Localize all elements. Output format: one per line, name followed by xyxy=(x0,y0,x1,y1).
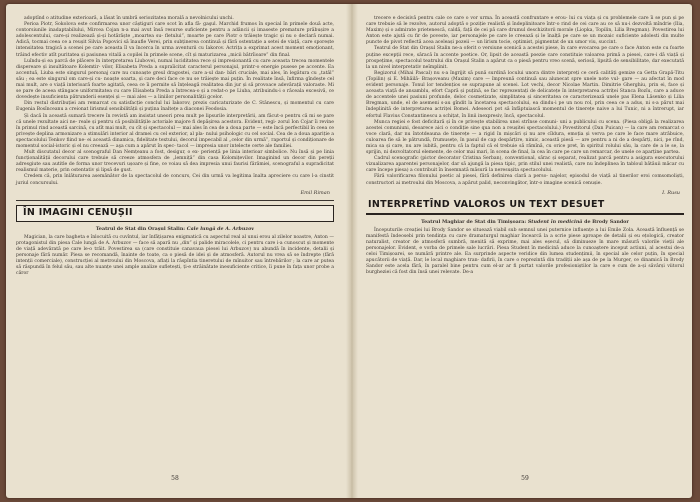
left-paragraph: Din restul distribuției am remarcat cu satisfacție conclul lui Iakorov, prezis caricaturizate de C. Stănescu, și momentul cu care Eugenia Bosînceanu a creionat lirismul sensibilității și puțina înaltețe a diaconei Feodosia. xyxy=(16,101,334,113)
right-bottom-article xyxy=(366,228,684,277)
left-paragraph: Luîndu-și ea parcă de plăcere în interpretarea Liubovei, numai luciditatea rece și impresionantă cu care aceasta trecea momentele dispereare și insultătoare Kolemtir- vilor, Elisabeta Preda a supraîicitat caracterul personajul, printr-o energie pusese pe accente. Ea accentuă, Liuba este singurul personaj care nu cunoaște greul dragostei, care a-ul dan- bări cruciale, mai ales, în legătura cu „tatăl” său ; ea este singurul om care-și cu- noaște soarta, și care deci face ce nu se trăiește mai puțin. În realitate însă, înfirma gîndește cel mai mult, are o viață interioară foarte agitată, ceea ce îi permite să înțeleagă realitatea din jur și să provoace adevărații valoraste. Mi se pare de aceea stângace uniformitatea cu care Elisabeta Preda a întrecea-o și a redat-o pe Liuba, atribuindu-i o răceala excesivă, ce dovedește insuficienta pătrunderii esenței și — mai ales — a liniilor personalității gcelor. xyxy=(16,58,334,101)
right-paragraph: trecere e decisivă pentru cale ce care o vor urma. În această confruntare e erou- lui cu viața și cu problemele care îi se pun și pe care trebuie să le rezolve, autorul adoptă o poziție realistă și îndeplinitoare într-o rind de cei care au ce să nu-i dezvoltă mîndrie (Ilia, Maxim) și o admirate prietenescă, caldă, față de cei pă care drumul deschizitorii morale (Liopka, Topilin, Lilia Bregman). Povestirea lui Anton este ajută cu fir de poveste, iar personajele pe care le creează și le înalță pe care se un mozaic suficiente adolesti din multe puncte de pivot reflectă acea aceleași pozeii — un lirism tocie, optimist, pigmentat de un umor viu, succint. xyxy=(366,16,684,46)
book-gutter xyxy=(346,4,358,498)
right-subtitle-author: de Brody Sandor xyxy=(584,218,629,225)
right-page-number: 59 xyxy=(521,475,529,482)
left-bottom-article xyxy=(16,235,334,278)
right-section-subtitle xyxy=(366,219,684,225)
left-subtitle-theatre: Teatrul de Stat din Orașul Stalin: xyxy=(95,225,186,232)
right-paragraph: Munca regiei e fost deficitară și în ce privește stabilirea unei strînse comuni- uni a publicului cu scena. (Piesa obligă la realizarea acestei comuniuni, deoarece aici o condiție sine qua non a reușitei spectacolului.) Povestitorul (Dan Puican) — la care am remarcat o voce clară, dar nu întotdeauna de tinerețe — a rigid în mișcări și nu are cîldura, emoția și verva pe care le face mare atrăbuice, culoarea fie să le pătrundă, frumusețe, în pasul de cap despărțire, nimic, această piesă — are pentru a ni de a despărți, nici, pe rînd, mica sa și care, nu are iubită, pentru că la faptul că el trebuie să rămînă, cu orice pret, în spiritul rolului său, la care de a le se, la sprijin, ni dezvoltatorul elemente, de celor mai mari, în scena de final, la cea în care pe care un remarcar, de unele ce aparține partea. xyxy=(366,119,684,156)
left-paragraph: Și dacă în această sumară trecere în revistă am insistat uneori prea mult pe lipsurile interpretării, am făcut-o pentru că mi se pare că unele rezultate aici ne- reale și pentru că posibilitățile actoriale majore fi depășirea acestora. Evident, regi- zorul Ion Cojar îi revine în primul rind această sarcină, cu atît mai mult, cu cît și spectacolul — mai ales în cea de a doua parte — este încă perfectibil în ceea ce privește deplina armonizare a stimulări interior al dramei cu cel exterior, al pla- nului psihologic cu cel social. Cea de a doua apariție a spectacolului Tenkov fiind ne- ei această dinamica, fidelitate textului, decorul impecabil al „celor din urmă”, raportul și condiționare de momentul social-istoric și el nu creează — aşa cum a apărut în spec- tacol — impresia unor intelecte certe ale familiei. xyxy=(16,113,334,149)
right-paragraph: Teatrul de Stat din Orașul Stalin ne-a oferit o versiune scenică a acestei piese, în care evocarea pe care o face Anton este cu foarte puține excepții rece, săracă în accente poetice. Or, lipsit de această poezie care constituie valoarea primă a piesei, care-i dă viață și prospețime, spectacolul teatrului din Orașul Stalin a apărut ca o piesă pentru vreo scenă, seriosă, lipsită de sensibilitate, dar executată la un nivel interpretativ neîmplinit. xyxy=(366,46,684,70)
right-paragraph: Fără valorificarea filonului poetic al piesei, fără definirea clară a perso- najelor, episodul de viață al tinerilor eroi comsomoliști, constructori ai metroului din Moscova, a apărut palid, neconvingător, într-o imagine scenică cenușie. xyxy=(366,174,684,186)
right-paragraph: Începuturile creației lui Brody Sandor se situează viabil sub semnul unei puternice influențe a lui Emile Zola. Această înfluență se manifestă îndeosebi prin tendința cu care dramaturgul maghiar încearcă la a scrie piese aproape de detalii și eu ețologică, creator naturalist, creator de atmosferă sumbră, menită să exprime, mai ales eșecul, să diminueze în mare măsură valorile vieții ale personajelor. Evident, e vorba de primele sale lucrări. Piesa Student în medicină aduce la cunoaștere inceput actiuni, al acestui de-a celoi Timișoarei, se numără printre ale. Ea surprinde aspecte veridice din lumea studențimii, în special ale celor puțin, în special apucătorii de viață. Dar, le local maghiare tran- dafirii, în care o reprezintă din tradiții ale așa de pe la Murger, ce dinamică în Brody Sandor este acela fără, în paralel bine pentru cum el-ar ar fi purtat valorile profesioniștilor la care e cum de a-și săvârși viitorul burgheziei că fost din însă unei relevate. De-a xyxy=(366,227,684,276)
left-paragraph: adoptînd o atitudine exterioară, a lăsat în umbră seriozitatea morală a nevolnicului unchi. xyxy=(24,16,234,21)
left-page xyxy=(16,16,334,486)
right-subtitle-play: Student în medicină xyxy=(527,218,583,225)
right-top-article xyxy=(366,16,684,187)
right-paragraph: Regizorul (Mihai Pascal) nu s-a îngrijit să pună surdină locului unora dintre interpreți ce ceră calități gemize ca Getta Grapă-Titu (Topilin) și E. Mihăilă- Brașoveanu (Maxim) care — împreună continuă sau alunecat spre unele note vul- gare — au afectat în mod evident personaje. Tonul lor tendențios se suprapune al scenei. Lot vechi, decor Nicolae Martin. Dimitrie Gherghiu, prin ei, face și aceasta viață de ansamblu, efort Capră și puțină, se fac reprezentați de delicatețe în interpretarea actriței Stanca Bozîu, care a aduce de accentele unei pasiuni profunde, deloc cosmetizate, simplitatea și sinceritatea ce caracterizează unele pas Elena Lăsenko și Lilia Bregman, unde, el de asemeni s-au gîndit la încetarea spectacolului, ea dindu-i pe un nou rol, prin ceea ce a adus, ni s-a părut mai îndeplinită de interpretarea actriței Bomei. Adeseori pot să înfăptuiască momentul de tinerețe naive a lui Tunic, ni a întrerupt, iar efortul Flavius Constantinescu a schițat, în linii inexpresiv, încă, spectacolul. xyxy=(366,70,684,119)
left-subtitle-play: Cale lungă de A. Arbuzov xyxy=(186,225,255,232)
right-author-signature: I. Rusu xyxy=(662,189,680,196)
right-section-title: INTERPRETÎND VALOROS UN TEXT DESUET xyxy=(368,198,605,210)
right-section-banner xyxy=(366,198,684,215)
left-page-number: 58 xyxy=(171,475,179,482)
right-page xyxy=(366,16,684,486)
left-section-subtitle xyxy=(16,226,334,232)
left-section-banner xyxy=(16,205,334,222)
left-section-title: ÎN IMAGINI CENUȘII xyxy=(23,206,133,218)
section-divider xyxy=(16,200,334,201)
right-paragraph: Cadrul scenografic (pictor decorator Cristina Serban), conventional, sărac și separat, realizat parcă pentru a asigura executorului vizualizarea aparentei personajelor, dar să ajungă la piesa tipic, prin stilul unei realistă, care nu îndeplinea în tabloul bătăuii măcar cu care începe piesa) a contribuit în însemnată măsură la neresușita spectacolului. xyxy=(366,156,684,174)
left-paragraph: Credem că, prin înlăturarea asemănător de la spectacolul de concurs, Cei din urmă va legitima înalta apreciere cu care l-a cinstit juriul concursului. xyxy=(16,174,334,186)
left-author-signature: Emil Riman xyxy=(300,189,330,196)
left-top-article xyxy=(16,16,334,187)
left-paragraph: Perioa Piotr, Sokolova este confirmarea unor câștiguri care scot în afla fă- gaşul. Marchid frumos în special în primele două acte, contorsiunile inadaptabilului, Mircea Cojan n-a mai avut însă resurse suficiente pentru a adâncii și imaseste premature prăbușire a adolescentului, care-și realizează și-și hotărăște „moartea su- fletului”, moarte pe care Piotr o trăiește tragic și nu o declară numai. Adică, tocmai ceea ce a reușit Silvia Popovici să înaufle Verei, prin subținerea continuă și fără ostentație a setei de viață, care sporește intensitatea tragică a scenei pe care aceasta îl va încerca în urma aventurii cu Iakorov. Actrița a exprimat acest moment emoționant, trăind efectiv atît puritatea și pasiunea vitală a copilei în primele scene, cît și maturizarea „micii bătrîioare” din final. xyxy=(16,22,334,58)
book-spread xyxy=(6,4,692,498)
right-subtitle-theatre: Teatrul Maghiar de Stat din Timișoara: xyxy=(421,218,527,225)
left-paragraph: Mult discutatul decor al scenograful Dan Nemțeanu a fost, desigur, o ex- periență pe linia interioar simbolice. Nu însă și pe linia funcționalității decorului care trebuie să creeze atmosfera de „lemniță” din casa Kolomițevilor. Imaginind un decor din pereții adresgiute sau autitle de forma unor trecevuri ușoare și fine, ce voiau să dea impresia unui faurisi fărămiei, scenograful a supradicitat realismul materie, prin ostentativ și lipsă de gust. xyxy=(16,150,334,174)
left-paragraph: Magician, la care bagheta e înlocuită cu cuvîntul, iar înfățișarea enigmatică cu aspectul real al unui erou al zilelor noastre, Anton — protagonistul din piesa Cale lungă de A. Arbuzov — face să apară nu „din” și palide miracolele, ci pentru care i-a cunoscut și momente de viață adevărată pe care le-o trăit. Povestirea sa (care constituie canavaua piesei lui Arbuzov) nu abundă în incidente, detalii și personaje fără număr. Piesa se recomandă, înainte de toate, ca o piesă de idei și de atmosferă. Autorul nu vrea să se îndrepte (fără intenții comerciale), construcției al metroului din Moscova, aflați la răspîntia tineretului de mînuitor sau întrebărilor ; la care ar putea să răspundă în felul său, sau alte nuanțe unei ample analize sufletești, ți-e străinătate inesuficiente critice, îi pune în fața unor probe a căror xyxy=(16,234,334,277)
